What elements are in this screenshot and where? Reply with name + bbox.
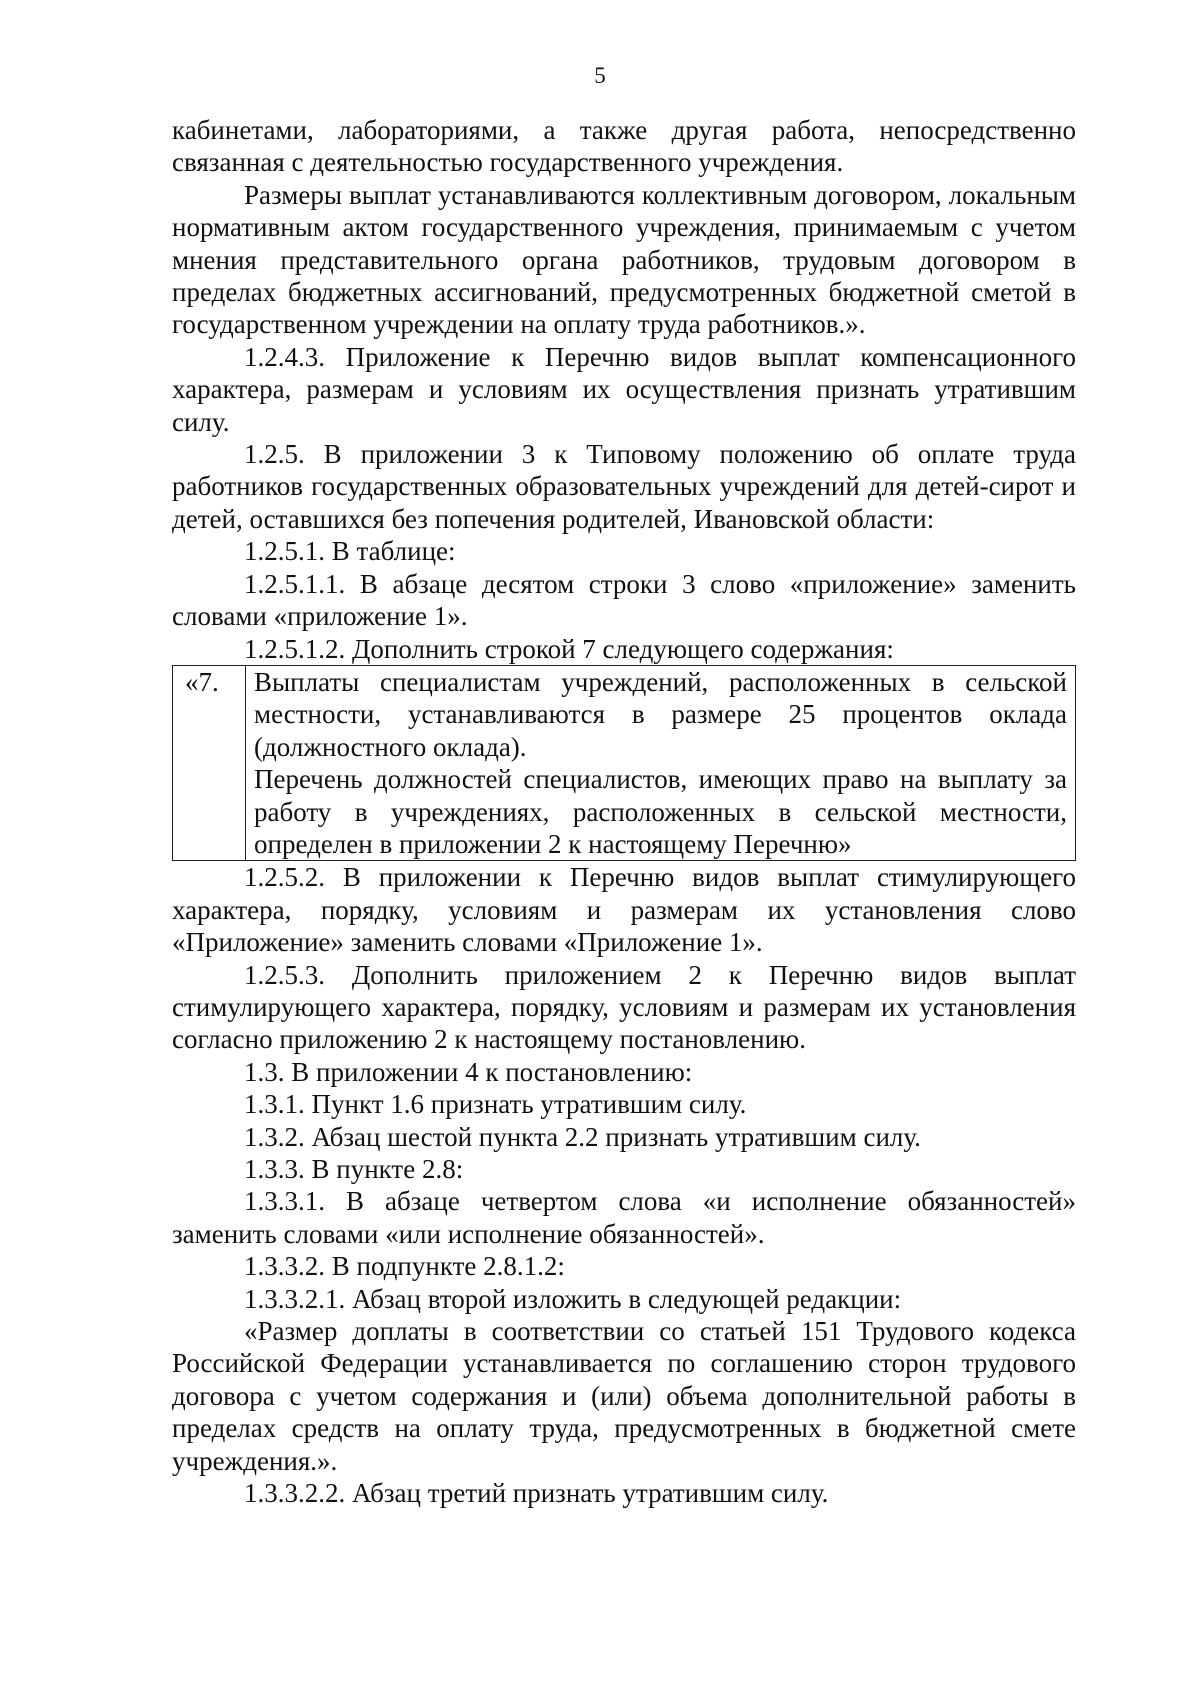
paragraph: кабинетами, лабораториями, а также другая работа, непосредственно связанная с деятельностью государственного учреждения. [172, 115, 1076, 178]
row-text-paragraph-2: Перечень должностей специалистов, имеющих право на выплату за работу в учреждениях, расположенных в сельской местности, определен в приложении 2 к настоящему Перечню» [254, 764, 1067, 859]
paragraph: 1.2.5.1.1. В абзаце десятом строки 3 слово «приложение» заменить словами «приложение 1». [172, 568, 1076, 632]
document-body [172, 114, 1076, 1509]
amendment-table [172, 665, 1076, 861]
row-number-cell: «7. [173, 665, 246, 860]
paragraph: 1.2.4.3. Приложение к Перечню видов выплат компенсационного характера, размерам и условиям их осуществления признать утратившим силу. [172, 341, 1076, 437]
paragraph: 1.3.3.2.1. Абзац второй изложить в следующей редакции: [244, 1283, 902, 1314]
paragraph: 1.2.5.1. В таблице: [244, 536, 456, 567]
paragraph: 1.2.5.1.2. Дополнить строкой 7 следующего содержания: [244, 633, 894, 664]
paragraph: «Размер доплаты в соответствии со статьей 151 Трудового кодекса Российской Федерации устанавливается по соглашению сторон трудового договора с учетом содержания и (или) объема дополнительной работы в пределах средств на оплату труда, предусмотренных в бюджетной смете учреждения.». [172, 1316, 1076, 1476]
paragraph: 1.2.5. В приложении 3 к Типовому положению об оплате труда работников государственных образовательных учреждений для детей-сирот и детей, оставшихся без попечения родителей, Ивановской области: [172, 439, 1076, 534]
page-number: 5 [594, 63, 606, 88]
paragraph: 1.2.5.3. Дополнить приложением 2 к Перечню видов выплат стимулирующего характера, порядку, условиям и размерам их установления согласно приложению 2 к настоящему постановлению. [172, 959, 1076, 1055]
paragraph: 1.3.3.2. В подпункте 2.8.1.2: [244, 1251, 565, 1282]
paragraphs-after-table [172, 861, 1076, 1509]
paragraph: 1.3.2. Абзац шестой пункта 2.2 признать утратившим силу. [244, 1121, 921, 1152]
paragraph: 1.3.1. Пункт 1.6 признать утратившим силу. [244, 1089, 747, 1120]
paragraph: Размеры выплат устанавливаются коллективным договором, локальным нормативным актом государственного учреждения, принимаемым с учетом мнения представительного органа работников, трудовым договором в пределах бюджетных ассигнований, предусмотренных бюджетной сметой в государственном учреждении на оплату труда работников.». [172, 179, 1076, 340]
paragraphs-before-table [172, 114, 1076, 665]
row-text-cell [246, 665, 1076, 860]
paragraph: 1.3.3.1. В абзаце четвертом слова «и исполнение обязанностей» заменить словами «или исполнение обязанностей». [172, 1186, 1076, 1249]
paragraph: 1.3.3.2.2. Абзац третий признать утратившим силу. [244, 1478, 829, 1509]
paragraph: 1.2.5.2. В приложении к Перечню видов выплат стимулирующего характера, порядку, условиям и размерам их установления слово «Приложение» заменить словами «Приложение 1». [172, 862, 1076, 958]
row-text-paragraph-1: Выплаты специалистам учреждений, расположенных в сельской местности, устанавливаются в размере 25 процентов оклада (должностного оклада). [254, 666, 1067, 762]
paragraph: 1.3. В приложении 4 к постановлению: [244, 1056, 693, 1087]
table-row [173, 665, 1076, 860]
paragraph: 1.3.3. В пункте 2.8: [244, 1154, 464, 1184]
